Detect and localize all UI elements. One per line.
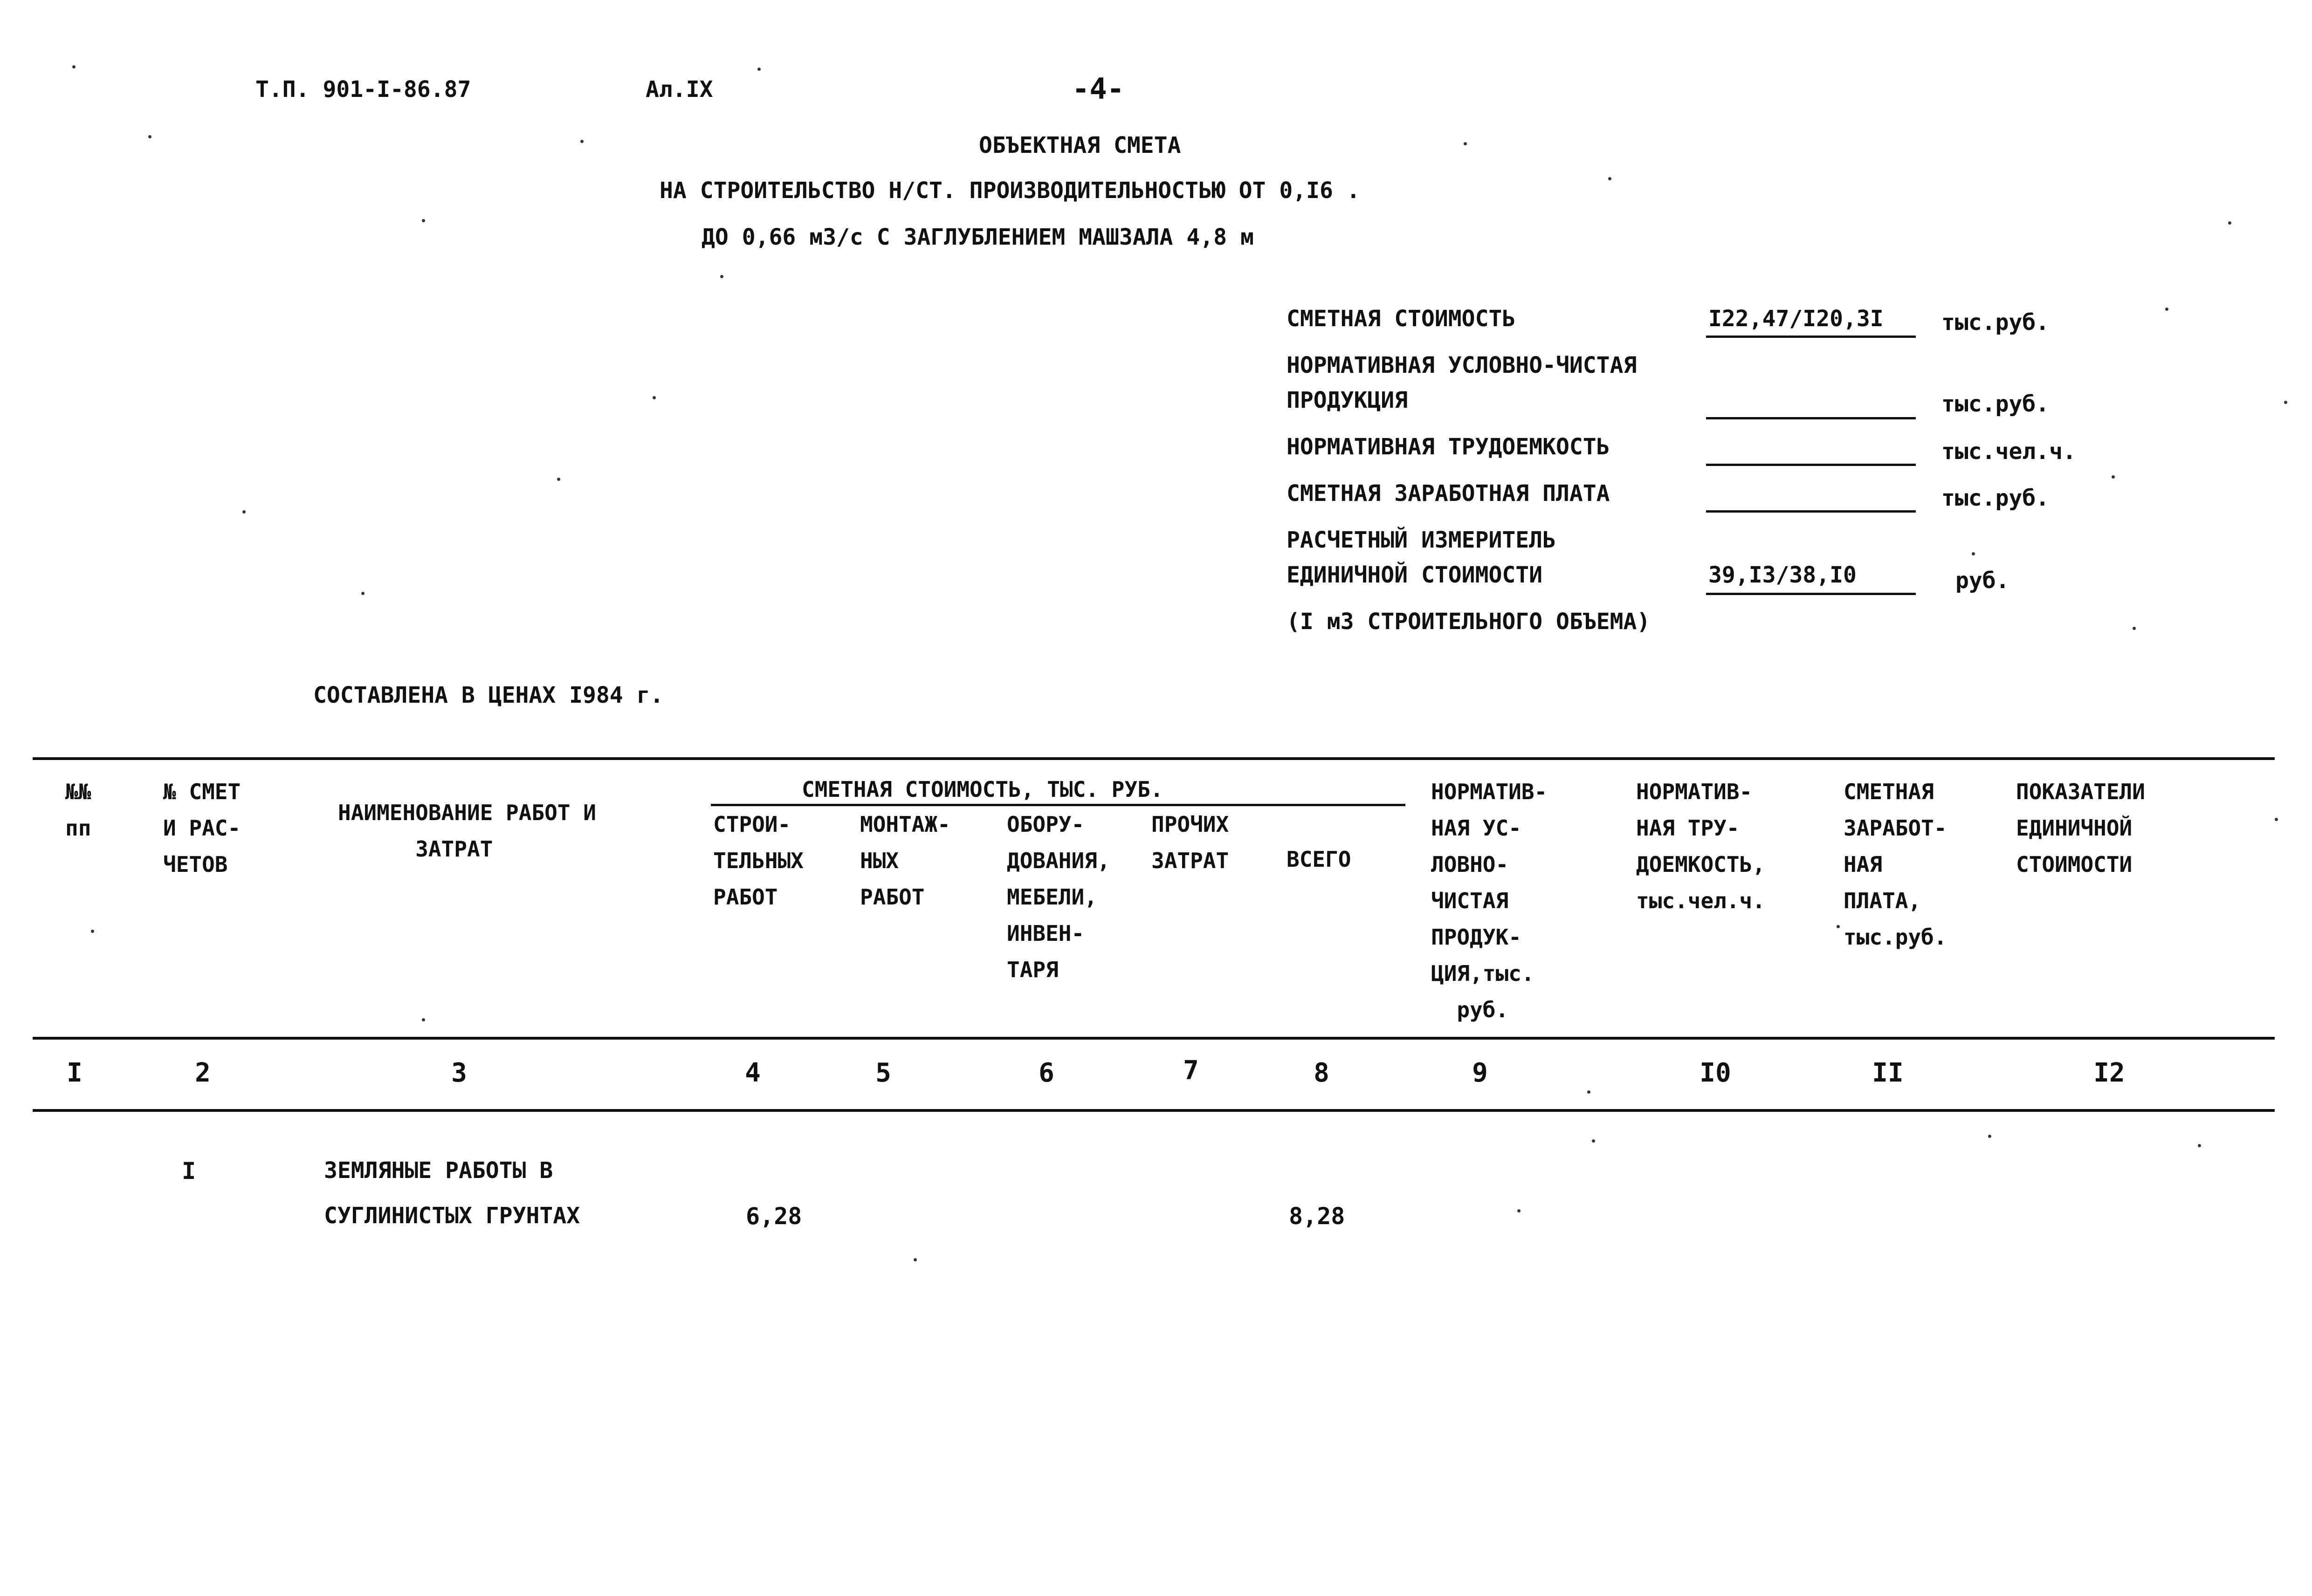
column-number: II <box>1872 1058 1904 1088</box>
labor-label: НОРМАТИВНАЯ ТРУДОЕМКОСТЬ <box>1287 434 1610 460</box>
scan-speck <box>1972 552 1975 555</box>
cost-underline <box>1706 336 1916 338</box>
norm-prod-underline <box>1706 417 1916 419</box>
scan-speck <box>1608 177 1611 180</box>
header-equipment: ОБОРУ- ДОВАНИЯ, МЕБЕЛИ, ИНВЕН- ТАРЯ <box>1007 812 1110 982</box>
wage-underline <box>1706 510 1916 513</box>
header-work-name: НАИМЕНОВАНИЕ РАБОТ И ЗАТРАТ <box>338 800 596 862</box>
column-number: 8 <box>1314 1058 1329 1088</box>
prices-note: СОСТАВЛЕНА В ЦЕНАХ I984 г. <box>313 682 664 708</box>
unit-cost-underline <box>1706 593 1916 595</box>
scan-speck <box>580 140 584 143</box>
norm-prod-label-2: ПРОДУКЦИЯ <box>1287 387 1408 413</box>
page-number: -4- <box>1072 72 1124 106</box>
row-estimate-no: I <box>182 1158 196 1185</box>
scan-speck <box>1587 1090 1590 1094</box>
cost-label: СМЕТНАЯ СТОИМОСТЬ <box>1287 306 1516 332</box>
labor-unit: тыс.чел.ч. <box>1941 438 2076 465</box>
scan-speck <box>2275 818 2278 821</box>
norm-prod-label-1: НОРМАТИВНАЯ УСЛОВНО-ЧИСТАЯ <box>1287 352 1637 378</box>
scan-speck <box>653 396 656 399</box>
header-bottom-rule <box>33 1037 2275 1040</box>
column-number: 5 <box>875 1058 891 1088</box>
scan-speck <box>1988 1135 1991 1138</box>
row-total-cost: 8,28 <box>1289 1203 1345 1230</box>
title-line-2: НА СТРОИТЕЛЬСТВО Н/СТ. ПРОИЗВОДИТЕЛЬНОСТЬЮ ОТ 0,I6 . <box>660 178 1360 204</box>
row-construction-cost: 6,28 <box>746 1203 802 1230</box>
wage-label: СМЕТНАЯ ЗАРАБОТНАЯ ПЛАТА <box>1287 480 1610 507</box>
scan-speck <box>91 930 94 933</box>
column-number: 6 <box>1039 1058 1054 1088</box>
scan-speck <box>2165 308 2168 311</box>
header-item-no: №№ пп <box>65 779 91 841</box>
document-title: ОБЪЕКТНАЯ СМЕТА <box>979 132 1181 158</box>
wage-unit: тыс.руб. <box>1941 485 2050 511</box>
column-number: 7 <box>1183 1055 1199 1086</box>
column-number: 4 <box>745 1058 761 1088</box>
table-top-rule <box>33 757 2275 760</box>
scan-speck <box>1464 142 1467 145</box>
scan-speck <box>2133 627 2136 630</box>
scan-speck <box>1837 925 1840 928</box>
unit-cost-label-2: ЕДИНИЧНОЙ СТОИМОСТИ <box>1287 562 1543 588</box>
scan-speck <box>2198 1144 2201 1147</box>
scan-speck <box>720 275 723 278</box>
header-norm-product: НОРМАТИВ- НАЯ УС- ЛОВНО- ЧИСТАЯ ПРОДУК- ЦИЯ,тыс. руб. <box>1431 779 1548 1022</box>
document-code: Т.П. 901-I-86.87 <box>255 76 471 103</box>
scan-speck <box>914 1258 917 1261</box>
column-number: I2 <box>2093 1058 2125 1088</box>
scan-speck <box>361 592 365 595</box>
scan-speck <box>422 1018 425 1021</box>
scan-speck <box>2284 401 2287 404</box>
scan-speck <box>557 478 560 481</box>
scan-speck <box>2228 221 2231 225</box>
unit-cost-label-1: РАСЧЕТНЫЙ ИЗМЕРИТЕЛЬ <box>1287 527 1556 553</box>
title-line-3: ДО 0,66 м3/с С ЗАГЛУБЛЕНИЕМ МАШЗАЛА 4,8 м <box>702 224 1254 250</box>
unit-cost-value: 39,I3/38,I0 <box>1708 562 1857 588</box>
column-number: 3 <box>451 1058 467 1088</box>
header-construction: СТРОИ- ТЕЛЬНЫХ РАБОТ <box>713 812 804 910</box>
norm-prod-unit: тыс.руб. <box>1941 391 2050 417</box>
cost-value: I22,47/I20,3I <box>1708 306 1884 332</box>
header-unit-cost: ПОКАЗАТЕЛИ ЕДИНИЧНОЙ СТОИМОСТИ <box>2016 779 2145 877</box>
header-installation: МОНТАЖ- НЫХ РАБОТ <box>860 812 950 910</box>
scan-speck <box>1592 1139 1595 1143</box>
scan-speck <box>422 219 425 222</box>
scan-speck <box>148 135 151 138</box>
column-number: I0 <box>1700 1058 1731 1088</box>
cost-unit: тыс.руб. <box>1941 309 2050 336</box>
scan-speck <box>72 65 76 68</box>
scan-speck <box>242 510 246 514</box>
unit-cost-note: (I м3 СТРОИТЕЛЬНОГО ОБЪЕМА) <box>1287 609 1651 635</box>
labor-underline <box>1706 464 1916 466</box>
row-work-name-1: ЗЕМЛЯНЫЕ РАБОТЫ В <box>324 1158 553 1184</box>
header-wages: СМЕТНАЯ ЗАРАБОТ- НАЯ ПЛАТА, тыс.руб. <box>1844 779 1947 950</box>
row-work-name-2: СУГЛИНИСТЫХ ГРУНТАХ <box>324 1203 580 1229</box>
header-other: ПРОЧИХ ЗАТРАТ <box>1151 812 1229 873</box>
column-number: 2 <box>195 1058 211 1088</box>
header-cost-group: СМЕТНАЯ СТОИМОСТЬ, ТЫС. РУБ. <box>802 777 1163 802</box>
header-estimate-no: № СМЕТ И РАС- ЧЕТОВ <box>163 779 241 877</box>
scan-speck <box>757 68 761 71</box>
column-number: 9 <box>1472 1058 1488 1088</box>
album-number: Ал.IX <box>646 76 713 103</box>
unit-cost-unit: руб. <box>1955 568 2009 594</box>
scan-speck <box>2112 475 2115 479</box>
header-labor: НОРМАТИВ- НАЯ ТРУ- ДОЕМКОСТЬ, тыс.чел.ч. <box>1636 779 1765 913</box>
column-number: I <box>67 1058 83 1088</box>
header-total: ВСЕГО <box>1287 847 1351 872</box>
numbers-bottom-rule <box>33 1109 2275 1112</box>
scan-speck <box>1517 1209 1521 1212</box>
